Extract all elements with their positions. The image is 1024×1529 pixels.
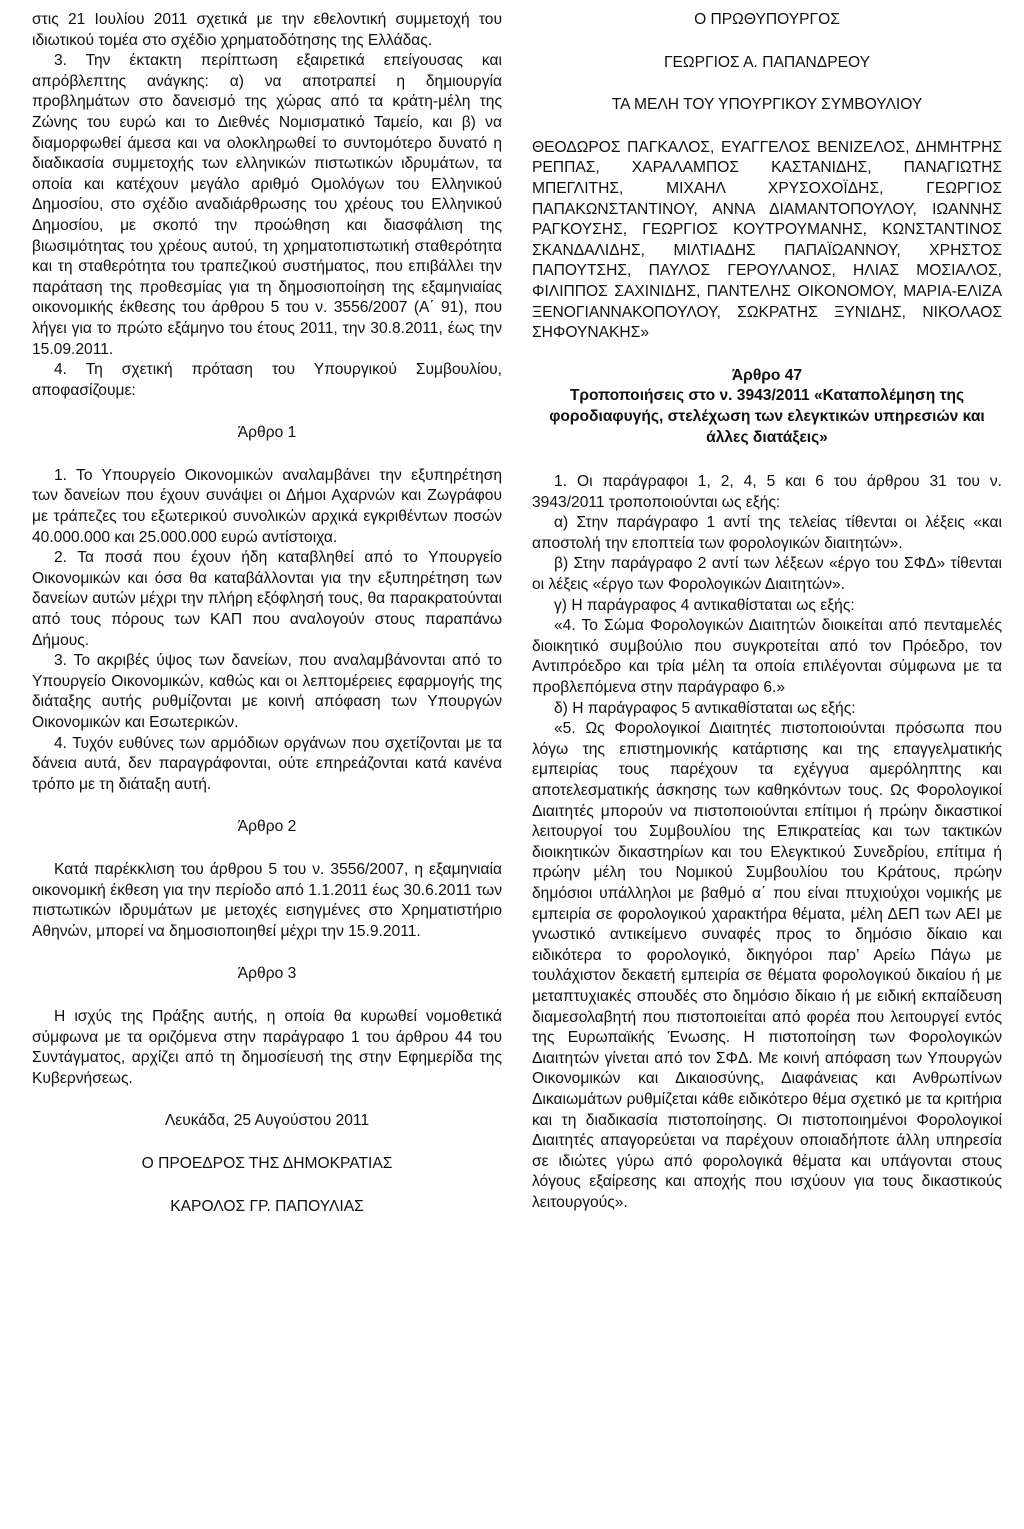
president-title: Ο ΠΡΟΕΔΡΟΣ ΤΗΣ ΔΗΜΟΚΡΑΤΙΑΣ (141, 1154, 393, 1172)
president-name: ΚΑΡΟΛΟΣ ΓΡ. ΠΑΠΟΥΛΙΑΣ (170, 1197, 364, 1215)
article-3-paragraph: Η ισχύς της Πράξης αυτής, η οποία θα κυρωθεί νομοθετικά σύμφωνα με τα οριζόμενα στην παράγραφο 1 του άρθρου 44 του Συντάγματος, αρχίζει από τη δημοσίευσή της στην Εφημερίδα της Κυβερνήσεως. (32, 1007, 502, 1087)
article-1-heading: Άρθρο 1 (237, 424, 297, 442)
article-1-paragraph-1: 1. Το Υπουργείο Οικονομικών αναλαμβάνει την εξυπηρέτηση των δανείων που έχουν συνάψει οι Δήμοι Αχαρνών και Ζωγράφου με τράπεζες του εξωτερικού συνολικών αρχικά εγκριθέντων ποσών 40.000.000 και 25.000.000 ευρώ αντίστοιχα. (32, 466, 502, 546)
amendment-a: α) Στην παράγραφο 1 αντί της τελείας τίθενται οι λέξεις «και αποστολή την εποπτεία των φορολογικών διαιτητών». (532, 514, 1002, 552)
intro-paragraph: στις 21 Ιουλίου 2011 σχετικά με την εθελοντική συμμετοχή του ιδιωτικού τομέα στο σχέδιο χρηματοδότησης της Ελλάδας. (32, 11, 502, 49)
article-2-heading: Άρθρο 2 (237, 818, 297, 836)
amendment-b: β) Στην παράγραφο 2 αντί των λέξεων «έργο του ΣΦΔ» τίθενται οι λέξεις «έργο των Φορολογικών Διαιτητών». (532, 555, 1002, 594)
amendment-c: γ) Η παράγραφος 4 αντικαθίσταται ως εξής: (554, 596, 855, 614)
article-1-paragraph-3: 3. Το ακριβές ύψος των δανείων, που αναλαμβάνονται από το Υπουργείο Οικονομικών, καθώς και οι λεπτομέρειες εφαρμογής της διάταξης αυτής ρυθμίζονται με κοινή απόφαση των Υπουργών Οικονομικών και Εσωτερικών. (32, 652, 502, 731)
article-3-heading: Άρθρο 3 (237, 965, 297, 983)
amendment-d: δ) Η παράγραφος 5 αντικαθίσταται ως εξής: (554, 699, 856, 717)
place-and-date: Λευκάδα, 25 Αυγούστου 2011 (164, 1112, 370, 1130)
prime-minister-title: Ο ΠΡΩΘΥΠΟΥΡΓΟΣ (694, 11, 840, 28)
article-47-paragraph-1: 1. Οι παράγραφοι 1, 2, 4, 5 και 6 του άρθρου 31 του ν. 3943/2011 τροποποιούνται ως εξής: (532, 473, 1002, 511)
article-1-paragraph-4: 4. Τυχόν ευθύνες των αρμόδιων οργάνων που σχετίζονται με τα δάνεια αυτά, δεν παραγράφονται, ούτε επηρεάζονται κατά κανένα τρόπο με τη διάταξη αυτή. (32, 734, 502, 793)
amendment-c-text: «4. Το Σώμα Φορολογικών Διαιτητών διοικείται από πενταμελές διοικητικό συμβούλιο που συγκροτείται από τον Πρόεδρο, τον Αντιπρόεδρο και τρία μέλη τα οποία επιλέγονται σύμφωνα με τα προβλεπόμενα στην παράγραφο 6.» (532, 617, 1002, 697)
article-47-heading: Άρθρο 47 (731, 366, 803, 384)
left-column (32, 10, 502, 1217)
article-2-paragraph: Κατά παρέκκλιση του άρθρου 5 του ν. 3556/2007, η εξαμηνιαία οικονομική έκθεση για την περίοδο από 1.1.2011 έως 30.6.2011 των πιστωτικών ιδρυμάτων με μετοχές εισηγμένες στο Χρηματιστήριο Αθηνών, μπορεί να δημοσιοποιηθεί μέχρι την 15.9.2011. (32, 860, 502, 940)
article-1-paragraph-2: 2. Τα ποσά που έχουν ήδη καταβληθεί από το Υπουργείο Οικονομικών και όσα θα καταβάλλονται για την εξυπηρέτηση των δανείων αυτών μέχρι την πλήρη εξόφλησή τους, θα παρακρατούνται από τους πόρους των ΚΑΠ που αναλογούν στους παραπάνω Δήμους. (32, 549, 502, 649)
amendment-d-text: «5. Ως Φορολογικοί Διαιτητές πιστοποιούνται πρόσωπα που λόγω της επιστημονικής κατάρτισης και της επαγγελματικής εμπειρίας τους παρέχουν τα εχέγγυα αμερόληπτης και αποτελεσματικής άσκησης των καθηκόντων τους. Ως Φορολογικοί Διαιτητές μπορούν να πιστοποιούνται επίτιμοι ή πρώην δικαστικοί λειτουργοί του Συμβουλίου της Επικρατείας και των τακτικών διοικητικών δικαστηρίων και του Ελεγκτικού Συνεδρίου, επίτιμα ή πρώην μέλη του Νομικού Συμβουλίου του Κράτους, πρώην δημόσιοι υπάλληλοι με βαθμό α΄ που είναι πτυχιούχοι νομικής με εμπειρία σε φορολογικού χαρακτήρα θέματα, μέλη ΔΕΠ των ΑΕΙ με γνωστικό αντικείμενο συναφές προς το δημόσιο δίκαιο και ειδικότερα το φορολογικό, δικηγόροι παρ’ Αρείω Πάγω με τουλάχιστον δεκαετή εμπειρία σε θέματα φορολογικού δικαίου ή με μεταπτυχιακές σπουδές στο δημόσιο δίκαιο ή με ειδική εκπαίδευση διαμεσολαβητή που πιστοποιείται από φορέα που λειτουργεί εντός της Ευρωπαϊκής Ένωσης. Η πιστοποίηση των Φορολογικών Διαιτητών γίνεται από τον ΣΦΔ. Με κοινή απόφαση των Υπουργών Οικονομικών και Δικαιοσύνης, Διαφάνειας και Ανθρωπίνων Δικαιωμάτων ρυθμίζεται κάθε ειδικότερο θέμα σχετικό με τα κριτήρια και τη διαδικασία πιστοποίησης. Οι πιστοποιημένοι Φορολογικοί Διαιτητές απαγορεύεται να παρέχουν οποιαδήποτε άλλη υπηρεσία σε ιδιώτες γύρω από φορολογικά θέματα και υπάγονται στους λόγους εξαίρεσης και αποχής που ισχύουν για τους δικαστικούς λειτουργούς». (532, 720, 1002, 1211)
prime-minister-name: ΓΕΩΡΓΙΟΣ Α. ΠΑΠΑΝΔΡΕΟΥ (663, 53, 871, 71)
cabinet-title: ΤΑ ΜΕΛΗ ΤΟΥ ΥΠΟΥΡΓΙΚΟΥ ΣΥΜΒΟΥΛΙΟΥ (611, 96, 923, 114)
paragraph-3: 3. Την έκτακτη περίπτωση εξαιρετικά επείγουσας και απρόβλεπτης ανάγκης: α) να αποτραπεί η δημιουργία προβλημάτων στο δανεισμό της χώρας από τα κράτη-μέλη της Ζώνης του ευρώ και το Διεθνές Νομισματικό Ταμείο, και β) να διαμορφωθεί άμεσα και να ολοκληρωθεί το συντομότερο δυνατό η διαδικασία συμμετοχής των ελληνικών πιστωτικών ιδρυμάτων, τα οποία και κατέχουν μεγάλο αριθμό Ομολόγων του Ελληνικού Δημοσίου, στο σχέδιο αναδιάρθρωσης του χρέους του Ελληνικού Δημοσίου, με σκοπό την προώθηση και διασφάλιση της βιωσιμότητας του χρέους αυτού, τη χρηματοπιστωτική σταθερότητα και τη σταθερότητα του τραπεζικού συστήματος, που επιβάλλει την παράταση της προθεσμίας για τη δημοσιοποίηση της εξαμηνιαίας οικονομικής έκθεσης του άρθρου 5 του ν. 3556/2007 (Α΄ 91), που λήγει για το πρώτο εξάμηνο του έτους 2011, την 30.8.2011, έως την 15.09.2011. (32, 52, 502, 358)
article-47-subtitle: Τροποποιήσεις στο ν. 3943/2011 «Καταπολέμηση της φοροδιαφυγής, στελέχωση των ελεγκτικών υπηρεσιών και άλλες διατάξεις» (549, 387, 985, 446)
paragraph-4: 4. Τη σχετική πρόταση του Υπουργικού Συμβουλίου, αποφασίζουμε: (32, 361, 502, 399)
cabinet-member-names: ΘΕΟΔΩΡΟΣ ΠΑΓΚΑΛΟΣ, ΕΥΑΓΓΕΛΟΣ ΒΕΝΙΖΕΛΟΣ, ΔΗΜΗΤΡΗΣ ΡΕΠΠΑΣ, ΧΑΡΑΛΑΜΠΟΣ ΚΑΣΤΑΝΙΔΗΣ, ΠΑΝΑΓΙΩΤΗΣ ΜΠΕΓΛΙΤΗΣ, ΜΙΧΑΗΛ ΧΡΥΣΟΧΟΪΔΗΣ, ΓΕΩΡΓΙΟΣ ΠΑΠΑΚΩΝΣΤΑΝΤΙΝΟΥ, ΑΝΝΑ ΔΙΑΜΑΝΤΟΠΟΥΛΟΥ, ΙΩΑΝΝΗΣ ΡΑΓΚΟΥΣΗΣ, ΓΕΩΡΓΙΟΣ ΚΟΥΤΡΟΥΜΑΝΗΣ, ΚΩΝΣΤΑΝΤΙΝΟΣ ΣΚΑΝΔΑΛΙΔΗΣ, ΜΙΛΤΙΑΔΗΣ ΠΑΠΑΪΩΑΝΝΟΥ, ΧΡΗΣΤΟΣ ΠΑΠΟΥΤΣΗΣ, ΠΑΥΛΟΣ ΓΕΡΟΥΛΑΝΟΣ, ΗΛΙΑΣ ΜΟΣΙΑΛΟΣ, ΦΙΛΙΠΠΟΣ ΣΑΧΙΝΙΔΗΣ, ΠΑΝΤΕΛΗΣ ΟΙΚΟΝΟΜΟΥ, ΜΑΡΙΑ-ΕΛΙΖΑ ΞΕΝΟΓΙΑΝΝΑΚΟΠΟΥΛΟΥ, ΣΩΚΡΑΤΗΣ ΞΥΝΙΔΗΣ, ΝΙΚΟΛΑΟΣ ΣΗΦΟΥΝΑΚΗΣ» (532, 138, 1002, 342)
right-column (532, 10, 1002, 1213)
